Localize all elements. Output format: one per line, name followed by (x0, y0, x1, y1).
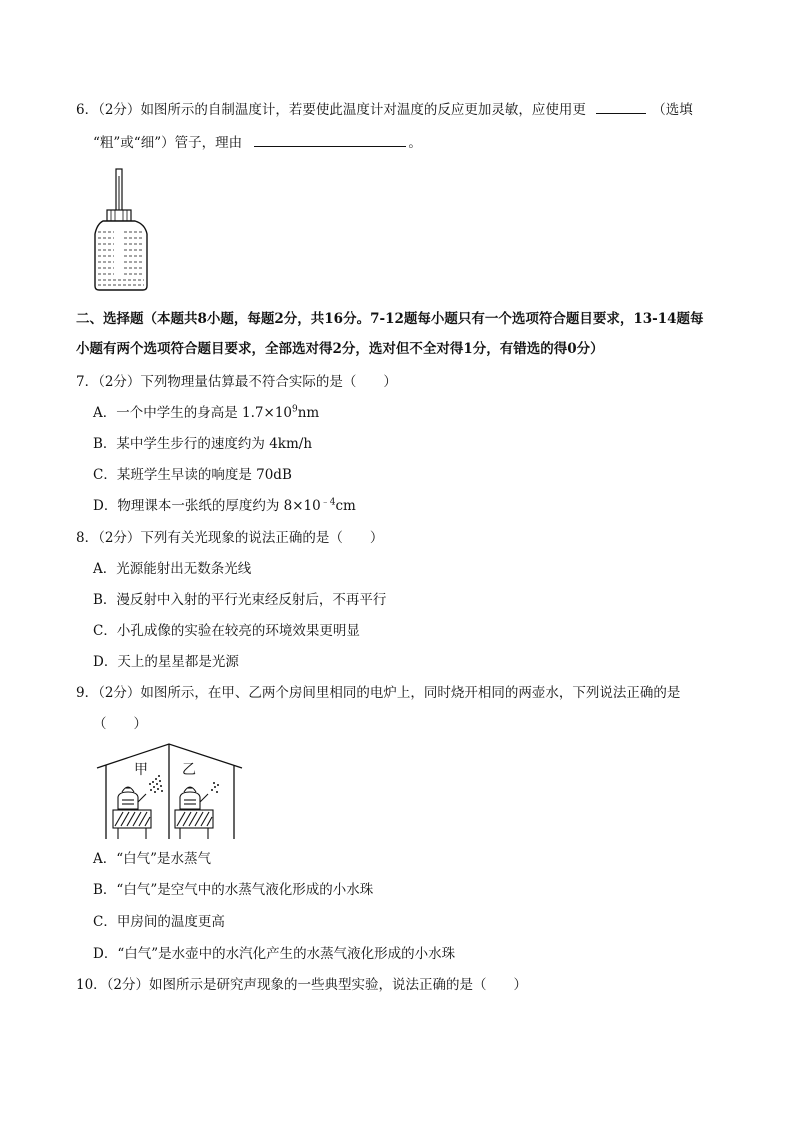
room-label-jia: 甲 (134, 762, 148, 778)
q7-option-d-unit: cm (335, 498, 356, 514)
q9-stem-cont: （ ） (93, 716, 147, 732)
kettle-left (118, 787, 146, 809)
room-label-yi: 乙 (182, 762, 196, 778)
two-rooms-figure (96, 742, 244, 842)
stove-left (113, 810, 151, 839)
q7-option-b[interactable]: B．某中学生步行的速度约为 4km/h (93, 436, 313, 452)
q7-option-a-exponent: 9 (292, 404, 298, 415)
homemade-thermometer-figure (93, 166, 155, 292)
q8-option-b[interactable]: B．漫反射中入射的平行光束经反射后，不再平行 (93, 592, 387, 608)
steam-right (211, 782, 219, 793)
q6-text: 如图所示的自制温度计，若要使此温度计对温度的反应更加灵敏，应使用更 (140, 102, 586, 118)
q7-stem: 7．（2分）下列物理量估算最不符合实际的是（ ） (76, 374, 397, 390)
bottle-stopper (107, 210, 131, 221)
q7-option-a-text: A．一个中学生的身高是 1.7×10 (93, 405, 292, 421)
q7-option-d[interactable] (93, 497, 356, 515)
q6-blank-1[interactable] (596, 100, 646, 114)
q8-option-c[interactable]: C．小孔成像的实验在较亮的环境效果更明显 (93, 623, 360, 639)
q9-option-d[interactable]: D．“白气”是水壶中的水汽化产生的水蒸气液化形成的小水珠 (93, 946, 456, 962)
q9-option-a[interactable]: A．“白气”是水蒸气 (93, 851, 212, 867)
kettle-right (180, 787, 208, 809)
q9-option-b[interactable]: B．“白气”是空气中的水蒸气液化形成的小水珠 (93, 882, 374, 898)
q8-option-d[interactable]: D．天上的星星都是光源 (93, 654, 239, 670)
q6-line2 (93, 133, 422, 152)
bottle (95, 221, 147, 290)
section2-header-line2: 小题有两个选项符合题目要求，全部选对得2分，选对但不全对得1分，有错选的得0分） (76, 341, 604, 357)
steam-left (149, 775, 163, 793)
q7-option-a-unit: nm (297, 405, 320, 421)
q6-line2-text: “粗”或“细”）管子，理由 (93, 135, 243, 151)
q7-option-a[interactable] (93, 404, 319, 422)
q6-blank-2[interactable] (254, 133, 406, 147)
q7-option-d-text: D．物理课本一张纸的厚度约为 8×10 (93, 498, 321, 514)
q6-after-blank: （选填 (652, 102, 693, 118)
q6-line1 (76, 100, 693, 119)
q6-number: 6．（2分） (76, 102, 141, 118)
q7-option-c[interactable]: C．某班学生早读的响度是 70dB (93, 467, 292, 483)
q6-line2-end: 。 (408, 135, 422, 151)
q7-option-d-exponent: ﹣4 (320, 497, 336, 508)
q9-option-c[interactable]: C．甲房间的温度更高 (93, 914, 225, 930)
q10-stem: 10．（2分）如图所示是研究声现象的一些典型实验，说法正确的是（ ） (76, 977, 528, 993)
q8-stem: 8．（2分）下列有关光现象的说法正确的是（ ） (76, 530, 384, 546)
q9-stem: 9．（2分）如图所示，在甲、乙两个房间里相同的电炉上，同时烧开相同的两壶水，下列说法正确的是 (76, 685, 681, 701)
stove-right (175, 810, 213, 839)
section2-header-line1: 二、选择题（本题共8小题，每题2分，共16分。7-12题每小题只有一个选项符合题目要求，13-14题每 (76, 311, 704, 327)
q8-option-a[interactable]: A．光源能射出无数条光线 (93, 561, 252, 577)
